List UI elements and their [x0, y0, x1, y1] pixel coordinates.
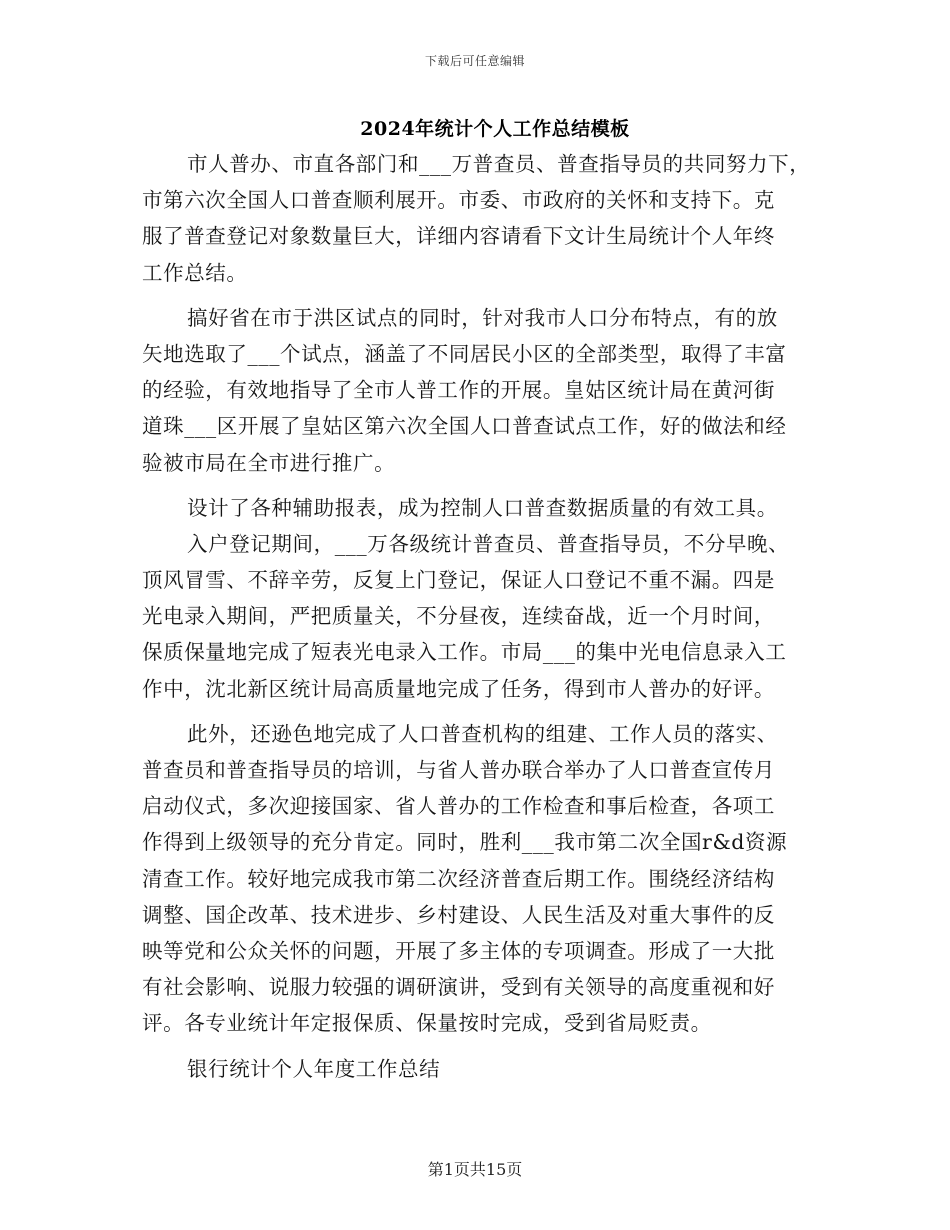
paragraph-line: 搞好省在市于洪区试点的同时，针对我市人口分布特点，有的放 [187, 305, 778, 330]
paragraph-line: 清查工作。较好地完成我市第二次经济普查后期工作。围绕经济结构 [142, 866, 775, 891]
paragraph-line: 作中，沈北新区统计局高质量地完成了任务，得到市人普办的好评。 [142, 676, 775, 701]
paragraph-line: 工作总结。 [142, 260, 248, 285]
paragraph-line: 评。各专业统计年定报保质、保量按时完成，受到省局贬责。 [142, 1011, 712, 1036]
paragraph-line: 保质保量地完成了短表光电录入工作。市局___的集中光电信息录入工 [142, 640, 787, 665]
paragraph-line: 矢地选取了___个试点，涵盖了不同居民小区的全部类型，取得了丰富 [142, 341, 787, 366]
paragraph-line: 银行统计个人年度工作总结 [187, 1056, 441, 1081]
paragraph-gap [142, 291, 822, 300]
paragraph-line: 顶风冒雪、不辞辛劳，反复上门登记，保证人口登记不重不漏。四是 [142, 568, 775, 593]
page-number: 第1页共15页 [427, 1160, 523, 1179]
paragraph-gap [142, 1042, 822, 1051]
paragraph-line: 有社会影响、说服力较强的调研演讲，受到有关领导的高度重视和好 [142, 975, 775, 1000]
paragraph-line: 市第六次全国人口普查顺利展开。市委、市政府的关怀和支持下。克 [142, 188, 775, 213]
paragraph-line: 普查员和普查指导员的培训，与省人普办联合举办了人口普查宣传月 [142, 758, 775, 782]
paragraph-line: 此外，还逊色地完成了人口普查机构的组建、工作人员的落实、 [187, 721, 778, 746]
paragraph-gap [142, 707, 822, 716]
paragraph-line: 服了普查登记对象数量巨大，详细内容请看下文计生局统计个人年终 [142, 224, 775, 249]
paragraph-line: 光电录入期间，严把质量关，不分昼夜，连续奋战，近一个月时间， [142, 604, 775, 629]
paragraph-line: 作得到上级领导的充分肯定。同时，胜利___我市第二次全国r&d资源 [142, 830, 788, 855]
document-body [142, 146, 822, 1087]
paragraph-line: 设计了各种辅助报表，成为控制人口普查数据质量的有效工具。 [187, 495, 778, 520]
paragraph-line: 入户登记期间，___万各级统计普查员、普查指导员，不分早晚、 [187, 531, 790, 556]
paragraph-line: 验被市局在全市进行推广。 [142, 450, 396, 475]
paragraph-line: 映等党和公众关怀的问题，开展了多主体的专项调查。形成了一大批 [142, 938, 775, 963]
document-title: 2024年统计个人工作总结模板 [360, 118, 630, 140]
header-note: 下载后可任意编辑 [424, 54, 525, 68]
paragraph-line: 道珠___区开展了皇姑区第六次全国人口普查试点工作，好的做法和经 [142, 414, 787, 439]
paragraph-gap [142, 481, 822, 490]
paragraph-line: 的经验，有效地指导了全市人普工作的开展。皇姑区统计局在黄河街 [142, 378, 775, 403]
paragraph-line: 启动仪式，多次迎接国家、省人普办的工作检查和事后检查，各项工 [142, 794, 775, 819]
paragraph-line: 调整、国企改革、技术进步、乡村建设、人民生活及对重大事件的反 [142, 902, 775, 927]
paragraph-line: 市人普办、市直各部门和___万普查员、普查指导员的共同努力下， [187, 152, 811, 176]
